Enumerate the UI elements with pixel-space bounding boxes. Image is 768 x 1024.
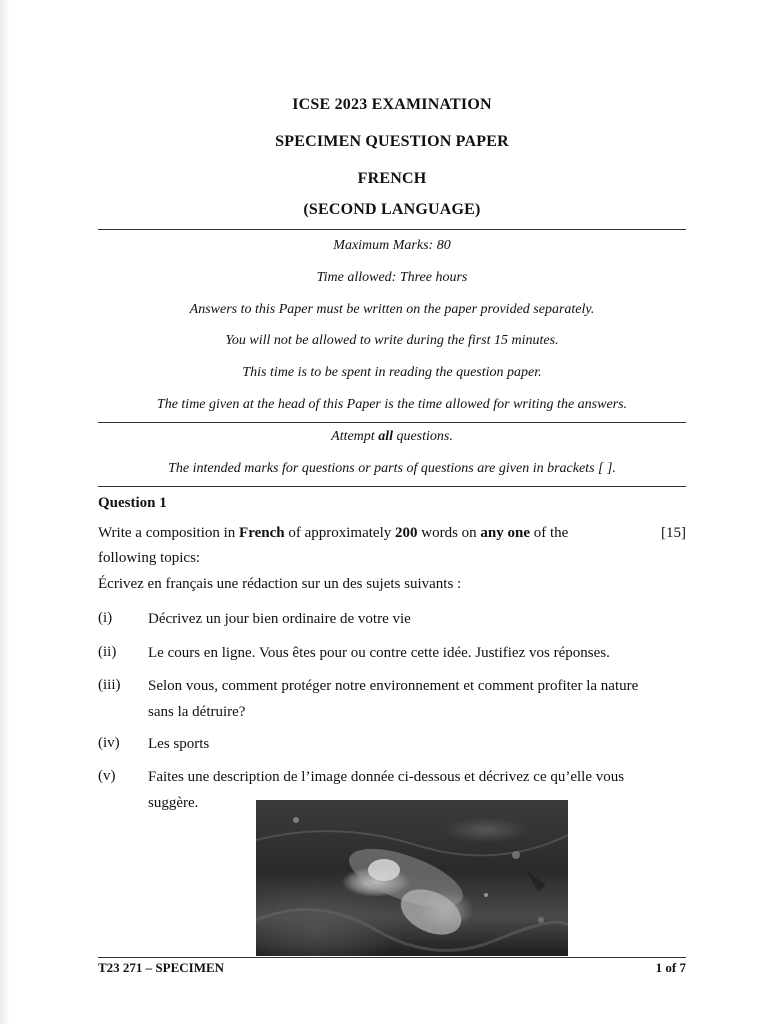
question-text — [98, 521, 626, 571]
question-intro: Écrivez en français une rédaction sur un des sujets suivants : — [98, 576, 462, 592]
option-number: (iv) — [98, 735, 120, 751]
marks-note: The intended marks for questions or parts of questions are given in brackets [ ]. — [168, 461, 616, 476]
option-text: Le cours en ligne. Vous êtes pour ou contre cette idée. Justifiez vos réponses. — [148, 645, 610, 661]
attempt-post: questions. — [392, 429, 453, 444]
attempt-pre: Attempt — [331, 429, 379, 444]
text-part: of approximately — [284, 525, 395, 541]
option-number: (iii) — [98, 677, 121, 693]
option-number: (i) — [98, 610, 113, 626]
subject-title: FRENCH — [357, 170, 427, 187]
photo-art — [256, 800, 568, 956]
option-text: Les sports — [148, 736, 210, 752]
subject-subtitle: (SECOND LANGUAGE) — [303, 201, 481, 218]
option-text: Faites une description de l’image donnée ci-dessous et décrivez ce qu’elle vous suggère. — [148, 769, 625, 811]
instruction-line: This time is to be spent in reading the question paper. — [242, 365, 542, 380]
option-number: (v) — [98, 768, 116, 784]
text-bold: French — [239, 525, 285, 541]
text-part: words on — [417, 525, 481, 541]
max-marks: Maximum Marks: 80 — [333, 238, 451, 253]
attempt-instruction — [86, 429, 698, 445]
option-text: Selon vous, comment protéger notre environnement et comment profiter la nature sans la détruire? — [148, 678, 639, 720]
question-paper-page — [98, 0, 686, 1024]
page-number: 1 of 7 — [655, 960, 686, 975]
divider — [98, 486, 686, 487]
pollution-photo — [256, 800, 568, 956]
footer-divider — [98, 957, 686, 958]
paper-type: SPECIMEN QUESTION PAPER — [275, 133, 509, 150]
exam-title: ICSE 2023 EXAMINATION — [292, 96, 492, 113]
instruction-line: You will not be allowed to write during the first 15 minutes. — [225, 333, 559, 348]
scan-edge — [0, 0, 10, 1024]
text-bold: 200 — [395, 525, 418, 541]
text-bold: any one — [480, 525, 531, 541]
option-number: (ii) — [98, 644, 117, 660]
time-allowed: Time allowed: Three hours — [316, 270, 468, 285]
attempt-bold: all — [378, 429, 393, 444]
question-title: Question 1 — [98, 495, 167, 511]
divider — [98, 229, 686, 230]
divider — [98, 422, 686, 423]
instruction-line: Answers to this Paper must be written on the paper provided separately. — [189, 302, 595, 317]
text-part: Write a composition in — [98, 525, 240, 541]
instruction-line: The time given at the head of this Paper is the time allowed for writing the answers. — [156, 397, 628, 412]
option-text: Décrivez un jour bien ordinaire de votre vie — [148, 611, 411, 627]
text-part: of the following topics: — [98, 525, 569, 566]
question-marks: [15] — [661, 525, 686, 541]
paper-code: T23 271 – SPECIMEN — [98, 960, 225, 975]
